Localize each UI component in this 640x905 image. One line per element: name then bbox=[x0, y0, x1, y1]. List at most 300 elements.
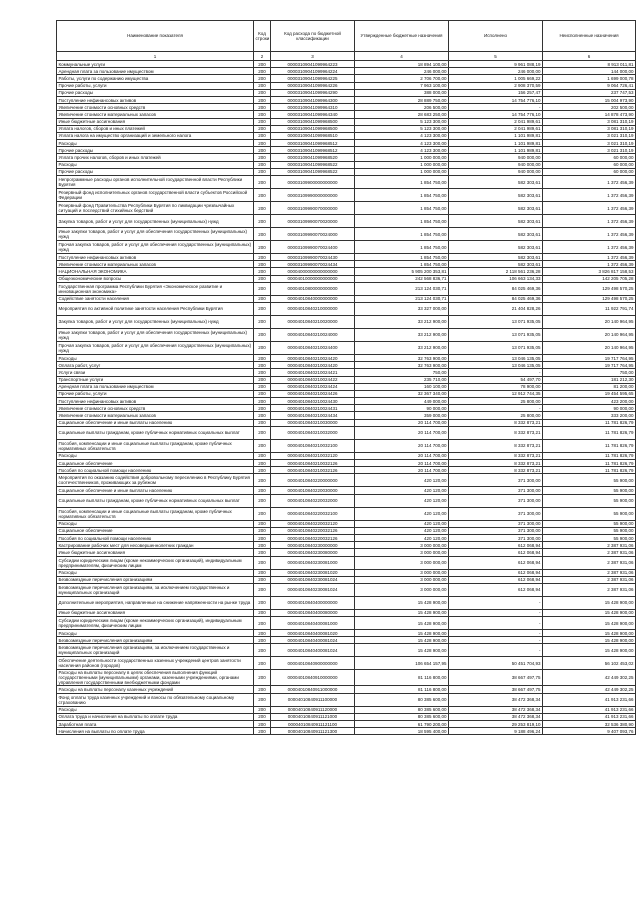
cell-name: Уплата налога на имущество организаций и земельного налога bbox=[57, 132, 254, 139]
column-index: 2 bbox=[254, 52, 271, 61]
cell-name: Транспортные услуги bbox=[57, 376, 254, 383]
cell-budget-code: 00004010840210032100 bbox=[271, 439, 355, 452]
cell-approved: 81 116 800,00 bbox=[355, 670, 449, 686]
cell-executed: 2 041 989,61 bbox=[449, 125, 543, 132]
cell-budget-code: 00004010840911000000 bbox=[271, 686, 355, 693]
cell-executed: 1 101 989,81 bbox=[449, 132, 543, 139]
cell-line-code: 200 bbox=[254, 383, 271, 390]
cell-line-code: 200 bbox=[254, 487, 271, 494]
cell-name: Услуги связи bbox=[57, 369, 254, 376]
cell-line-code: 200 bbox=[254, 721, 271, 728]
cell-budget-code: 00004010840400081024 bbox=[271, 637, 355, 644]
cell-executed: 13 071 935,05 bbox=[449, 328, 543, 341]
cell-not-executed: 202 500,00 bbox=[543, 104, 636, 111]
cell-budget-code: 00003109990070000000 bbox=[271, 202, 355, 215]
cell-approved: 213 124 030,71 bbox=[355, 295, 449, 302]
cell-name: Увеличение стоимости материальных запасов bbox=[57, 412, 254, 419]
cell-line-code: 200 bbox=[254, 609, 271, 616]
cell-not-executed: 41 913 231,66 bbox=[543, 713, 636, 720]
cell-not-executed: 1 699 000,78 bbox=[543, 75, 636, 82]
cell-approved: 1 000 000,00 bbox=[355, 154, 449, 161]
cell-approved: 420 120,00 bbox=[355, 527, 449, 534]
header-executed: Исполнено bbox=[449, 21, 543, 52]
cell-name: Прочая закупка товаров, работ и услуг для обеспечения государственных (муниципальных) нужд bbox=[57, 241, 254, 254]
cell-executed: 54 497,70 bbox=[449, 376, 543, 383]
cell-line-code: 200 bbox=[254, 576, 271, 583]
table-row bbox=[57, 507, 636, 520]
cell-not-executed: 11 781 826,79 bbox=[543, 452, 636, 459]
cell-not-executed: 19 454 595,65 bbox=[543, 390, 636, 397]
cell-name: Работы, услуги по содержанию имущества bbox=[57, 75, 254, 82]
cell-line-code: 200 bbox=[254, 61, 271, 68]
cell-name: Безвозмездные перечисления организациям bbox=[57, 637, 254, 644]
cell-executed: 371 300,00 bbox=[449, 527, 543, 534]
cell-not-executed: 81 200,00 bbox=[543, 383, 636, 390]
cell-line-code: 200 bbox=[254, 376, 271, 383]
cell-line-code: 200 bbox=[254, 228, 271, 241]
column-index: 3 bbox=[271, 52, 355, 61]
cell-name: Пособия по социальной помощи населению bbox=[57, 534, 254, 541]
cell-not-executed: 1 372 456,39 bbox=[543, 261, 636, 268]
cell-approved: 420 120,00 bbox=[355, 507, 449, 520]
table-row bbox=[57, 426, 636, 439]
cell-line-code: 200 bbox=[254, 693, 271, 706]
cell-not-executed: 2 387 931,06 bbox=[543, 569, 636, 576]
table-row bbox=[57, 596, 636, 609]
cell-not-executed: 237 747,53 bbox=[543, 89, 636, 96]
cell-executed: 246 000,00 bbox=[449, 68, 543, 75]
cell-executed: 106 663 134,33 bbox=[449, 275, 543, 282]
cell-executed: 84 025 469,36 bbox=[449, 295, 543, 302]
cell-not-executed: 3 081 310,19 bbox=[543, 125, 636, 132]
table-row bbox=[57, 369, 636, 376]
cell-approved: 449 000,00 bbox=[355, 398, 449, 405]
cell-budget-code: 00004010840220032126 bbox=[271, 534, 355, 541]
cell-budget-code: 00004010840911121300 bbox=[271, 728, 355, 735]
cell-budget-code: 00003109041099968512 bbox=[271, 147, 355, 154]
cell-executed: 13 071 935,05 bbox=[449, 341, 543, 354]
cell-line-code: 200 bbox=[254, 467, 271, 474]
cell-not-executed: 9 064 726,41 bbox=[543, 82, 636, 89]
cell-executed: 582 303,61 bbox=[449, 254, 543, 261]
cell-budget-code: 00004010840210000000 bbox=[271, 302, 355, 315]
cell-budget-code: 00003109041099968520 bbox=[271, 154, 355, 161]
cell-budget-code: 00004010800000000000 bbox=[271, 282, 355, 295]
cell-executed: 371 300,00 bbox=[449, 474, 543, 487]
cell-approved: 32 763 900,00 bbox=[355, 354, 449, 361]
cell-budget-code: 00004010840230080000 bbox=[271, 549, 355, 556]
cell-line-code: 200 bbox=[254, 460, 271, 467]
cell-executed: - bbox=[449, 609, 543, 616]
cell-executed: - bbox=[449, 596, 543, 609]
cell-not-executed: 41 913 231,66 bbox=[543, 693, 636, 706]
cell-budget-code: 00003109041099964225 bbox=[271, 75, 355, 82]
cell-line-code: 200 bbox=[254, 630, 271, 637]
cell-executed: 8 332 873,21 bbox=[449, 452, 543, 459]
cell-budget-code: 00004010840210024422 bbox=[271, 376, 355, 383]
cell-budget-code: 00004010840911120000 bbox=[271, 706, 355, 713]
cell-budget-code: 00003109041099968510 bbox=[271, 132, 355, 139]
cell-budget-code: 00004010840220032100 bbox=[271, 507, 355, 520]
table-row bbox=[57, 295, 636, 302]
cell-approved: 15 428 900,00 bbox=[355, 609, 449, 616]
cell-executed: 2 041 989,61 bbox=[449, 118, 543, 125]
cell-budget-code: 00004010840220030000 bbox=[271, 487, 355, 494]
table-row bbox=[57, 637, 636, 644]
cell-budget-code: 00004010840220032000 bbox=[271, 494, 355, 507]
table-row bbox=[57, 176, 636, 189]
cell-name: Расходы bbox=[57, 140, 254, 147]
cell-name: Иные бюджетные ассигнования bbox=[57, 118, 254, 125]
cell-line-code: 200 bbox=[254, 89, 271, 96]
table-row bbox=[57, 89, 636, 96]
cell-executed: 14 754 776,10 bbox=[449, 96, 543, 103]
table-row bbox=[57, 154, 636, 161]
cell-approved: 206 500,00 bbox=[355, 104, 449, 111]
cell-not-executed: 3 021 310,19 bbox=[543, 140, 636, 147]
table-row bbox=[57, 542, 636, 549]
cell-approved: 3 000 000,00 bbox=[355, 576, 449, 583]
cell-approved: 5 123 300,00 bbox=[355, 118, 449, 125]
cell-budget-code: 00004010840230081020 bbox=[271, 569, 355, 576]
cell-not-executed: 2 387 931,06 bbox=[543, 576, 636, 583]
cell-not-executed: 144 000,00 bbox=[543, 68, 636, 75]
cell-line-code: 200 bbox=[254, 215, 271, 228]
cell-line-code: 200 bbox=[254, 426, 271, 439]
cell-line-code: 200 bbox=[254, 412, 271, 419]
cell-approved: 80 385 600,00 bbox=[355, 706, 449, 713]
table-row bbox=[57, 362, 636, 369]
cell-approved: 61 790 200,00 bbox=[355, 721, 449, 728]
cell-approved: 15 428 900,00 bbox=[355, 637, 449, 644]
cell-not-executed: 90 000,00 bbox=[543, 405, 636, 412]
cell-line-code: 200 bbox=[254, 132, 271, 139]
table-row bbox=[57, 728, 636, 735]
cell-approved: 750,00 bbox=[355, 369, 449, 376]
cell-line-code: 200 bbox=[254, 617, 271, 630]
cell-line-code: 200 bbox=[254, 241, 271, 254]
cell-name: Расходы на выплаты персоналу казенных учреждений bbox=[57, 686, 254, 693]
cell-approved: 4 123 300,00 bbox=[355, 147, 449, 154]
cell-name: Социальные выплаты гражданам, кроме публичных нормативных социальных выплат bbox=[57, 426, 254, 439]
cell-name: Субсидии юридическим лицам (кроме некоммерческих организаций), индивидуальным предпринимателям, физическим лицам bbox=[57, 556, 254, 569]
cell-name: Закупка товаров, работ и услуг для государственных (муниципальных) нужд bbox=[57, 315, 254, 328]
cell-not-executed: 3 081 310,19 bbox=[543, 118, 636, 125]
cell-approved: 3 000 000,00 bbox=[355, 583, 449, 596]
cell-line-code: 200 bbox=[254, 369, 271, 376]
cell-name: Социальное обеспечение bbox=[57, 527, 254, 534]
cell-executed: 21 404 828,26 bbox=[449, 302, 543, 315]
table-row bbox=[57, 467, 636, 474]
cell-line-code: 200 bbox=[254, 168, 271, 175]
cell-line-code: 200 bbox=[254, 670, 271, 686]
column-index: 1 bbox=[57, 52, 254, 61]
cell-executed: 8 332 873,21 bbox=[449, 460, 543, 467]
cell-approved: 1 000 000,00 bbox=[355, 161, 449, 168]
table-row bbox=[57, 140, 636, 147]
cell-approved: 1 854 750,00 bbox=[355, 241, 449, 254]
cell-approved: 32 367 340,00 bbox=[355, 390, 449, 397]
cell-line-code: 200 bbox=[254, 202, 271, 215]
table-row bbox=[57, 617, 636, 630]
cell-approved: 15 428 900,00 bbox=[355, 617, 449, 630]
cell-executed: 2 908 370,59 bbox=[449, 82, 543, 89]
cell-not-executed: 423 200,00 bbox=[543, 398, 636, 405]
cell-executed: 940 000,00 bbox=[449, 161, 543, 168]
cell-executed: 78 900,00 bbox=[449, 383, 543, 390]
cell-name: Субсидии юридическим лицам (кроме некоммерческих организаций), индивидуальным предпринимателям, физическим лицам bbox=[57, 617, 254, 630]
table-row bbox=[57, 452, 636, 459]
cell-executed: 582 303,61 bbox=[449, 189, 543, 202]
cell-name: Дополнительные мероприятия, направленные на снижение напряженности на рынке труда bbox=[57, 596, 254, 609]
cell-approved: 1 854 750,00 bbox=[355, 176, 449, 189]
cell-line-code: 200 bbox=[254, 147, 271, 154]
cell-not-executed: 19 717 764,95 bbox=[543, 362, 636, 369]
cell-executed: 38 472 368,34 bbox=[449, 706, 543, 713]
table-row bbox=[57, 302, 636, 315]
cell-budget-code: 00004010840210032120 bbox=[271, 452, 355, 459]
cell-name: Расходы bbox=[57, 161, 254, 168]
table-row bbox=[57, 215, 636, 228]
cell-executed: 1 101 989,81 bbox=[449, 147, 543, 154]
table-row bbox=[57, 487, 636, 494]
cell-executed: 612 068,94 bbox=[449, 576, 543, 583]
cell-not-executed: 11 781 826,79 bbox=[543, 419, 636, 426]
cell-not-executed: 15 428 900,00 bbox=[543, 637, 636, 644]
cell-approved: 359 000,00 bbox=[355, 412, 449, 419]
table-row bbox=[57, 275, 636, 282]
cell-line-code: 200 bbox=[254, 154, 271, 161]
cell-not-executed: 1 372 456,39 bbox=[543, 176, 636, 189]
cell-line-code: 200 bbox=[254, 419, 271, 426]
cell-approved: 1 854 750,00 bbox=[355, 215, 449, 228]
cell-approved: 20 114 700,00 bbox=[355, 426, 449, 439]
table-row bbox=[57, 189, 636, 202]
cell-executed: 582 303,61 bbox=[449, 228, 543, 241]
cell-name: Мероприятия по оказанию содействия добровольному переселению в Республику Бурятия соотечественников, проживающих за рубежом bbox=[57, 474, 254, 487]
table-row bbox=[57, 261, 636, 268]
cell-budget-code: 00003109990070024000 bbox=[271, 228, 355, 241]
cell-not-executed: 3 021 310,19 bbox=[543, 147, 636, 154]
table-row bbox=[57, 583, 636, 596]
cell-budget-code: 00003109990070024400 bbox=[271, 241, 355, 254]
table-row bbox=[57, 268, 636, 275]
column-index-row bbox=[57, 52, 636, 61]
cell-not-executed: 60 000,00 bbox=[543, 161, 636, 168]
cell-approved: 242 568 836,71 bbox=[355, 275, 449, 282]
cell-executed: - bbox=[449, 405, 543, 412]
table-row bbox=[57, 383, 636, 390]
cell-name: Расходы на выплаты персоналу в целях обеспечения выполнения функций государственными (муниципальными) органами, казенными учреждениями, органами управления государственными внебюджетными фондами bbox=[57, 670, 254, 686]
cell-line-code: 200 bbox=[254, 275, 271, 282]
cell-not-executed: 15 428 900,00 bbox=[543, 644, 636, 657]
cell-not-executed: 2 387 931,06 bbox=[543, 549, 636, 556]
cell-approved: 420 120,00 bbox=[355, 494, 449, 507]
cell-approved: 33 212 900,00 bbox=[355, 341, 449, 354]
column-index: 5 bbox=[449, 52, 543, 61]
cell-line-code: 200 bbox=[254, 520, 271, 527]
cell-line-code: 200 bbox=[254, 104, 271, 111]
cell-budget-code: 00003109990070024430 bbox=[271, 254, 355, 261]
cell-approved: 3 000 000,00 bbox=[355, 569, 449, 576]
table-row bbox=[57, 168, 636, 175]
cell-budget-code: 00004010840210024400 bbox=[271, 341, 355, 354]
cell-budget-code: 00004010840911121100 bbox=[271, 721, 355, 728]
cell-approved: 33 212 900,00 bbox=[355, 328, 449, 341]
table-row bbox=[57, 398, 636, 405]
cell-executed: 940 000,00 bbox=[449, 168, 543, 175]
cell-approved: 5 905 200 353,81 bbox=[355, 268, 449, 275]
cell-line-code: 200 bbox=[254, 315, 271, 328]
cell-name: Пособия, компенсации и иные социальные выплаты гражданам, кроме публичных нормативных обязательств bbox=[57, 507, 254, 520]
cell-approved: 90 000,00 bbox=[355, 405, 449, 412]
cell-line-code: 200 bbox=[254, 494, 271, 507]
cell-budget-code: 00004010840910000000 bbox=[271, 670, 355, 686]
cell-approved: 15 428 900,00 bbox=[355, 644, 449, 657]
cell-executed: 38 667 497,75 bbox=[449, 686, 543, 693]
cell-executed: 13 046 135,05 bbox=[449, 354, 543, 361]
cell-name: Резервный фонд Правительства Республики Бурятия по ликвидации чрезвычайных ситуаций и последствий стихийных бедствий bbox=[57, 202, 254, 215]
cell-approved: 5 123 300,00 bbox=[355, 125, 449, 132]
cell-approved: 4 123 300,00 bbox=[355, 140, 449, 147]
cell-executed: 612 068,94 bbox=[449, 583, 543, 596]
table-row bbox=[57, 161, 636, 168]
cell-budget-code: 00003109041099968512 bbox=[271, 140, 355, 147]
cell-not-executed: 15 428 900,00 bbox=[543, 609, 636, 616]
cell-not-executed: 142 205 705,28 bbox=[543, 275, 636, 282]
table-row bbox=[57, 534, 636, 541]
cell-budget-code: 00004010840210024421 bbox=[271, 369, 355, 376]
cell-budget-code: 00004010840400081000 bbox=[271, 617, 355, 630]
cell-budget-code: 00004010840400081020 bbox=[271, 630, 355, 637]
cell-budget-code: 00003109041099968522 bbox=[271, 168, 355, 175]
cell-approved: 81 116 800,00 bbox=[355, 686, 449, 693]
cell-budget-code: 00004010840210024420 bbox=[271, 354, 355, 361]
cell-executed: 8 332 873,21 bbox=[449, 426, 543, 439]
cell-approved: 7 963 100,00 bbox=[355, 82, 449, 89]
cell-line-code: 200 bbox=[254, 390, 271, 397]
cell-name: Поступление нефинансовых активов bbox=[57, 398, 254, 405]
table-row bbox=[57, 569, 636, 576]
cell-not-executed: 1 372 456,39 bbox=[543, 241, 636, 254]
cell-approved: 15 428 900,00 bbox=[355, 630, 449, 637]
cell-budget-code: 00003109041099964340 bbox=[271, 111, 355, 118]
cell-approved: 3 000 000,00 bbox=[355, 542, 449, 549]
cell-budget-code: 00004010840210032126 bbox=[271, 460, 355, 467]
cell-name: Увеличение стоимости материальных запасов bbox=[57, 261, 254, 268]
table-body bbox=[57, 61, 636, 735]
cell-line-code: 200 bbox=[254, 341, 271, 354]
table-row bbox=[57, 228, 636, 241]
cell-not-executed: 41 913 231,66 bbox=[543, 706, 636, 713]
cell-approved: 32 763 900,00 bbox=[355, 362, 449, 369]
header-name: Наименование показателя bbox=[57, 21, 254, 52]
cell-approved: 420 120,00 bbox=[355, 487, 449, 494]
cell-budget-code: 00003109041099964300 bbox=[271, 96, 355, 103]
cell-executed: 582 303,61 bbox=[449, 176, 543, 189]
cell-not-executed: 55 900,00 bbox=[543, 534, 636, 541]
cell-not-executed: 1 372 456,39 bbox=[543, 189, 636, 202]
cell-approved: 33 212 900,00 bbox=[355, 315, 449, 328]
cell-approved: 3 000 000,00 bbox=[355, 556, 449, 569]
cell-name: Оплата труда и начисления на выплаты по оплате труда bbox=[57, 713, 254, 720]
cell-executed: 1 101 989,81 bbox=[449, 140, 543, 147]
cell-budget-code: 00004000000000000000 bbox=[271, 268, 355, 275]
cell-executed: 38 472 368,34 bbox=[449, 713, 543, 720]
cell-line-code: 200 bbox=[254, 474, 271, 487]
cell-approved: 28 889 750,00 bbox=[355, 96, 449, 103]
cell-budget-code: 00003109041099964224 bbox=[271, 68, 355, 75]
cell-approved: 1 854 750,00 bbox=[355, 261, 449, 268]
cell-budget-code: 00004010840220000000 bbox=[271, 474, 355, 487]
cell-name: Прочие расходы bbox=[57, 168, 254, 175]
cell-approved: 80 385 600,00 bbox=[355, 693, 449, 706]
cell-approved: 18 595 400,00 bbox=[355, 728, 449, 735]
cell-name: Арендная плата за пользование имуществом bbox=[57, 383, 254, 390]
cell-line-code: 200 bbox=[254, 362, 271, 369]
cell-budget-code: 00004010840900000000 bbox=[271, 657, 355, 670]
cell-name: Прочие работы, услуги bbox=[57, 82, 254, 89]
cell-approved: 33 327 000,00 bbox=[355, 302, 449, 315]
cell-approved: 2 706 700,00 bbox=[355, 75, 449, 82]
table-row bbox=[57, 390, 636, 397]
cell-line-code: 200 bbox=[254, 140, 271, 147]
cell-approved: 1 854 750,00 bbox=[355, 189, 449, 202]
cell-not-executed: 1 372 456,39 bbox=[543, 202, 636, 215]
cell-executed: 582 303,61 bbox=[449, 202, 543, 215]
cell-name: Расходы bbox=[57, 354, 254, 361]
table-row bbox=[57, 439, 636, 452]
cell-executed: 582 303,61 bbox=[449, 215, 543, 228]
cell-line-code: 200 bbox=[254, 644, 271, 657]
cell-line-code: 200 bbox=[254, 542, 271, 549]
cell-line-code: 200 bbox=[254, 261, 271, 268]
cell-approved: 18 894 100,00 bbox=[355, 61, 449, 68]
cell-line-code: 200 bbox=[254, 82, 271, 89]
table-row bbox=[57, 713, 636, 720]
cell-not-executed: 1 372 456,39 bbox=[543, 254, 636, 261]
table-row bbox=[57, 549, 636, 556]
cell-budget-code: 00004010840210032126 bbox=[271, 467, 355, 474]
cell-name: Поступление нефинансовых активов bbox=[57, 254, 254, 261]
cell-executed: 612 068,94 bbox=[449, 556, 543, 569]
table-row bbox=[57, 241, 636, 254]
cell-not-executed: 1 372 456,39 bbox=[543, 215, 636, 228]
cell-name: Расходы bbox=[57, 706, 254, 713]
cell-executed: 940 000,00 bbox=[449, 154, 543, 161]
table-row bbox=[57, 474, 636, 487]
table-row bbox=[57, 706, 636, 713]
cell-not-executed: 55 900,00 bbox=[543, 487, 636, 494]
cell-name: Иные бюджетные ассигнования bbox=[57, 609, 254, 616]
table-row bbox=[57, 282, 636, 295]
cell-budget-code: 00004010840210024434 bbox=[271, 412, 355, 419]
cell-budget-code: 00004010840210020000 bbox=[271, 315, 355, 328]
cell-not-executed: 55 900,00 bbox=[543, 474, 636, 487]
cell-not-executed: 11 922 791,74 bbox=[543, 302, 636, 315]
table-row bbox=[57, 147, 636, 154]
cell-approved: 80 385 600,00 bbox=[355, 713, 449, 720]
table-row bbox=[57, 670, 636, 686]
cell-not-executed: 1 372 456,39 bbox=[543, 228, 636, 241]
cell-approved: 106 654 157,95 bbox=[355, 657, 449, 670]
cell-not-executed: 181 212,30 bbox=[543, 376, 636, 383]
cell-approved: 235 710,00 bbox=[355, 376, 449, 383]
cell-line-code: 200 bbox=[254, 302, 271, 315]
table-row bbox=[57, 125, 636, 132]
cell-name: Расходы bbox=[57, 452, 254, 459]
cell-line-code: 200 bbox=[254, 657, 271, 670]
